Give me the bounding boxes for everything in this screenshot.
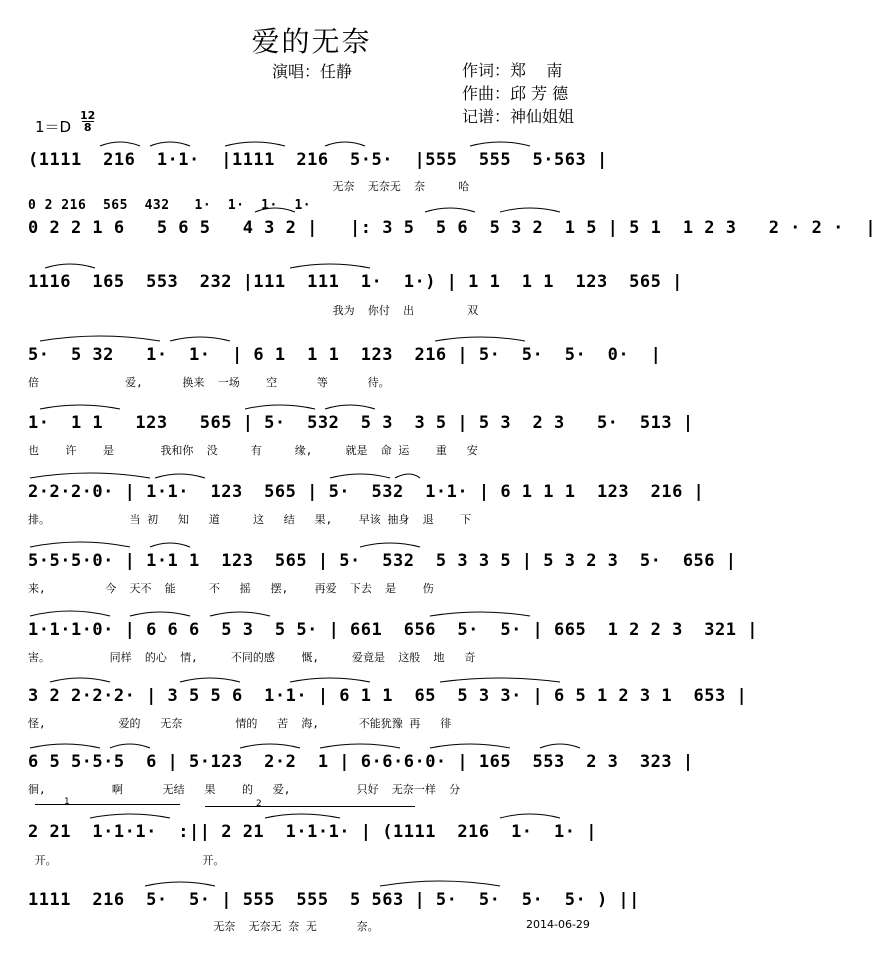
lyricist-credit: 作词：郑 南 [462,61,563,80]
score-line-11: 2 21 1·1·1· :|| 2 21 1·1·1· | (1111 216 1· 1· | [28,822,597,842]
score-line-6: 2·2·2·0· | 1·1· 123 565 | 5· 532 1·1· | 6 1 1 1 123 216 | [28,482,705,502]
lyric-line-4: 倍 爱, 换来 一场 空 等 待。 [28,376,390,389]
singer-credit: 演唱：任静 [272,62,353,81]
time-signature-bottom: 8 [83,121,92,134]
time-signature [80,110,95,133]
lyric-line-3: 我为 你付 出 双 [28,304,479,317]
lyric-line-6: 排。 当 初 知 道 这 结 果, 早该 抽身 退 下 [28,513,472,526]
volta-bracket-2 [205,806,415,807]
key-signature: 1＝D [35,118,72,136]
song-title: 爱的无奈 [251,25,372,58]
lyric-line-11: 开。 开。 [28,854,225,867]
lyric-line-1: 无奈 无奈无 奈 哈 [28,180,470,193]
volta-number-1: 1 [64,797,70,807]
time-signature-top: 12 [80,109,96,122]
lyric-line-7: 来, 今 天不 能 不 摇 摆, 再爱 下去 是 伤 [28,582,434,595]
volta-number-2: 2 [256,799,262,809]
transcriber-credit: 记谱：神仙姐姐 [462,107,575,126]
score-line-4: 5· 5 32 1· 1· | 6 1 1 1 123 216 | 5· 5· 5· 0· | [28,345,662,365]
transcription-date: 2014-06-29 [526,918,590,931]
score-line-7: 5·5·5·0· | 1·1 1 123 565 | 5· 532 5 3 3 5 | 5 3 2 3 5· 656 | [28,551,737,571]
score-line-9: 3 2 2·2·2· | 3 5 5 6 1·1· | 6 1 1 65 5 3 3· | 6 5 1 2 3 1 653 | [28,686,748,706]
volta-bracket-1 [35,804,180,805]
lyric-line-5: 也 许 是 我和你 没 有 缘, 就是 命 运 重 安 [28,444,478,457]
lyric-line-9: 怪, 爱的 无奈 情的 苦 海, 不能犹豫 再 徘 [28,717,452,730]
score-line-5: 1· 1 1 123 565 | 5· 532 5 3 3 5 | 5 3 2 3 5· 513 | [28,413,694,433]
score-line-1: (1111 216 1·1· |1111 216 5·5· |555 555 5·563 | [28,150,608,170]
score-line-2: 0 2 2 1 6 5 6 5 4 3 2 | |: 3 5 5 6 5 3 2 1 5 | 5 1 1 2 3 2 · 2 · | [28,218,876,238]
score-line-3: 1116 165 553 232 |111 111 1· 1·) | 1 1 1 1 123 565 | [28,272,683,292]
lyric-line-10: 徊, 啊 无结 果 的 爱, 只好 无奈一样 分 [28,783,461,796]
score-line-2-upper: 0 2 216 565 432 1· 1· 1· 1· [28,198,312,213]
score-line-10: 6 5 5·5·5 6 | 5·123 2·2 1 | 6·6·6·0· | 165 553 2 3 323 | [28,752,694,772]
score-line-8: 1·1·1·0· | 6 6 6 5 3 5 5· | 661 656 5· 5· | 665 1 2 2 3 321 | [28,620,758,640]
composer-credit: 作曲：邱 芳 德 [462,84,569,103]
score-line-12: 1111 216 5· 5· | 555 555 5 563 | 5· 5· 5· 5· ) || [28,890,640,910]
lyric-line-8: 害。 同样 的心 情, 不同的感 慨, 爱竟是 这般 地 奇 [28,651,476,664]
lyric-line-12: 无奈 无奈无 奈 无 奈。 [28,920,379,933]
